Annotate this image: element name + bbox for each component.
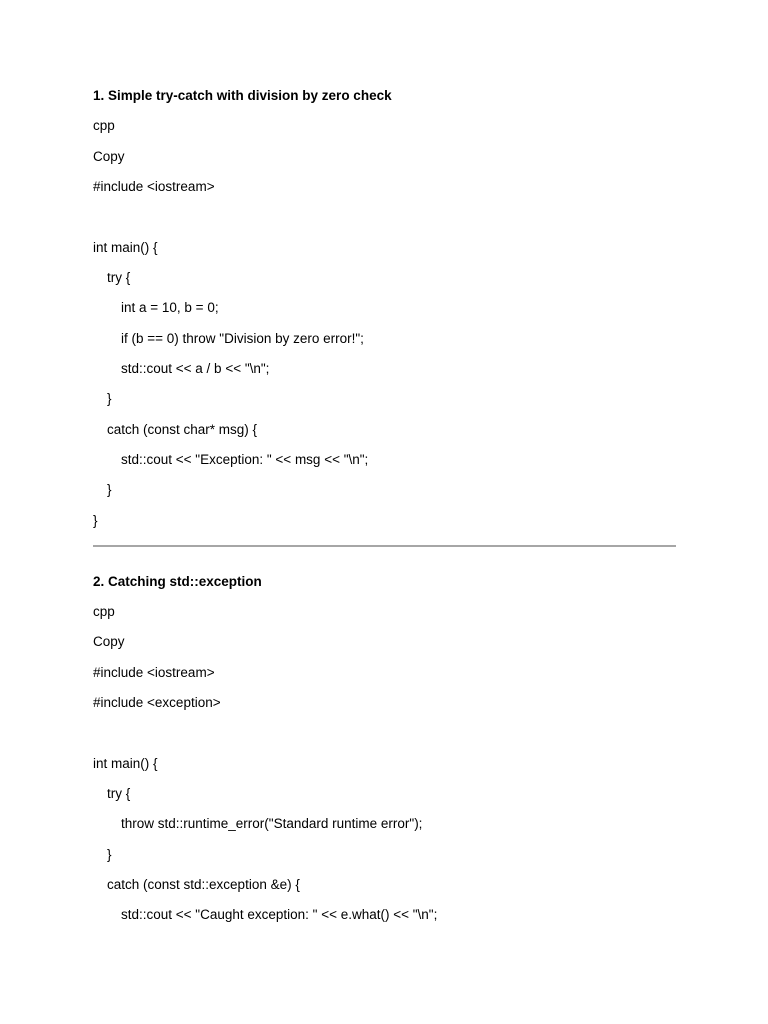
code-line: std::cout << "Exception: " << msg << "\n"; <box>121 452 369 468</box>
code-line: try { <box>107 785 131 801</box>
code-line <box>93 207 676 237</box>
code-line: } <box>107 391 112 407</box>
code-line: } <box>107 482 112 498</box>
code-line: #include <iostream> <box>93 664 215 680</box>
code-line: } <box>107 846 112 862</box>
code-line: int main() { <box>93 755 158 771</box>
section-2-heading: 2. Catching std::exception <box>93 573 262 589</box>
code-line: } <box>93 512 98 528</box>
section-1-language-label: cpp <box>93 118 115 134</box>
code-line: int main() { <box>93 239 158 255</box>
code-line: throw std::runtime_error("Standard runtime error"); <box>121 816 423 832</box>
section-1-code-block <box>93 177 676 541</box>
document-content <box>93 86 676 936</box>
code-line: std::cout << "Caught exception: " << e.what() << "\n"; <box>121 907 438 923</box>
code-line: #include <iostream> <box>93 179 215 195</box>
section-1-heading: 1. Simple try-catch with division by zero check <box>93 88 392 103</box>
section-1-copy-label: Copy <box>93 148 125 164</box>
section-2-code-block <box>93 663 676 936</box>
code-line: catch (const std::exception &e) { <box>107 876 300 892</box>
horizontal-rule <box>93 545 676 547</box>
code-line: int a = 10, b = 0; <box>121 300 219 316</box>
code-line <box>93 723 676 753</box>
code-line: if (b == 0) throw "Division by zero error!"; <box>121 330 364 346</box>
section-2-language-label: cpp <box>93 603 115 619</box>
code-line: try { <box>107 270 131 286</box>
section-divider <box>93 541 676 571</box>
code-line: catch (const char* msg) { <box>107 421 258 437</box>
code-line: std::cout << a / b << "\n"; <box>121 361 270 377</box>
code-line: #include <exception> <box>93 694 221 710</box>
section-2-copy-label: Copy <box>93 634 125 650</box>
